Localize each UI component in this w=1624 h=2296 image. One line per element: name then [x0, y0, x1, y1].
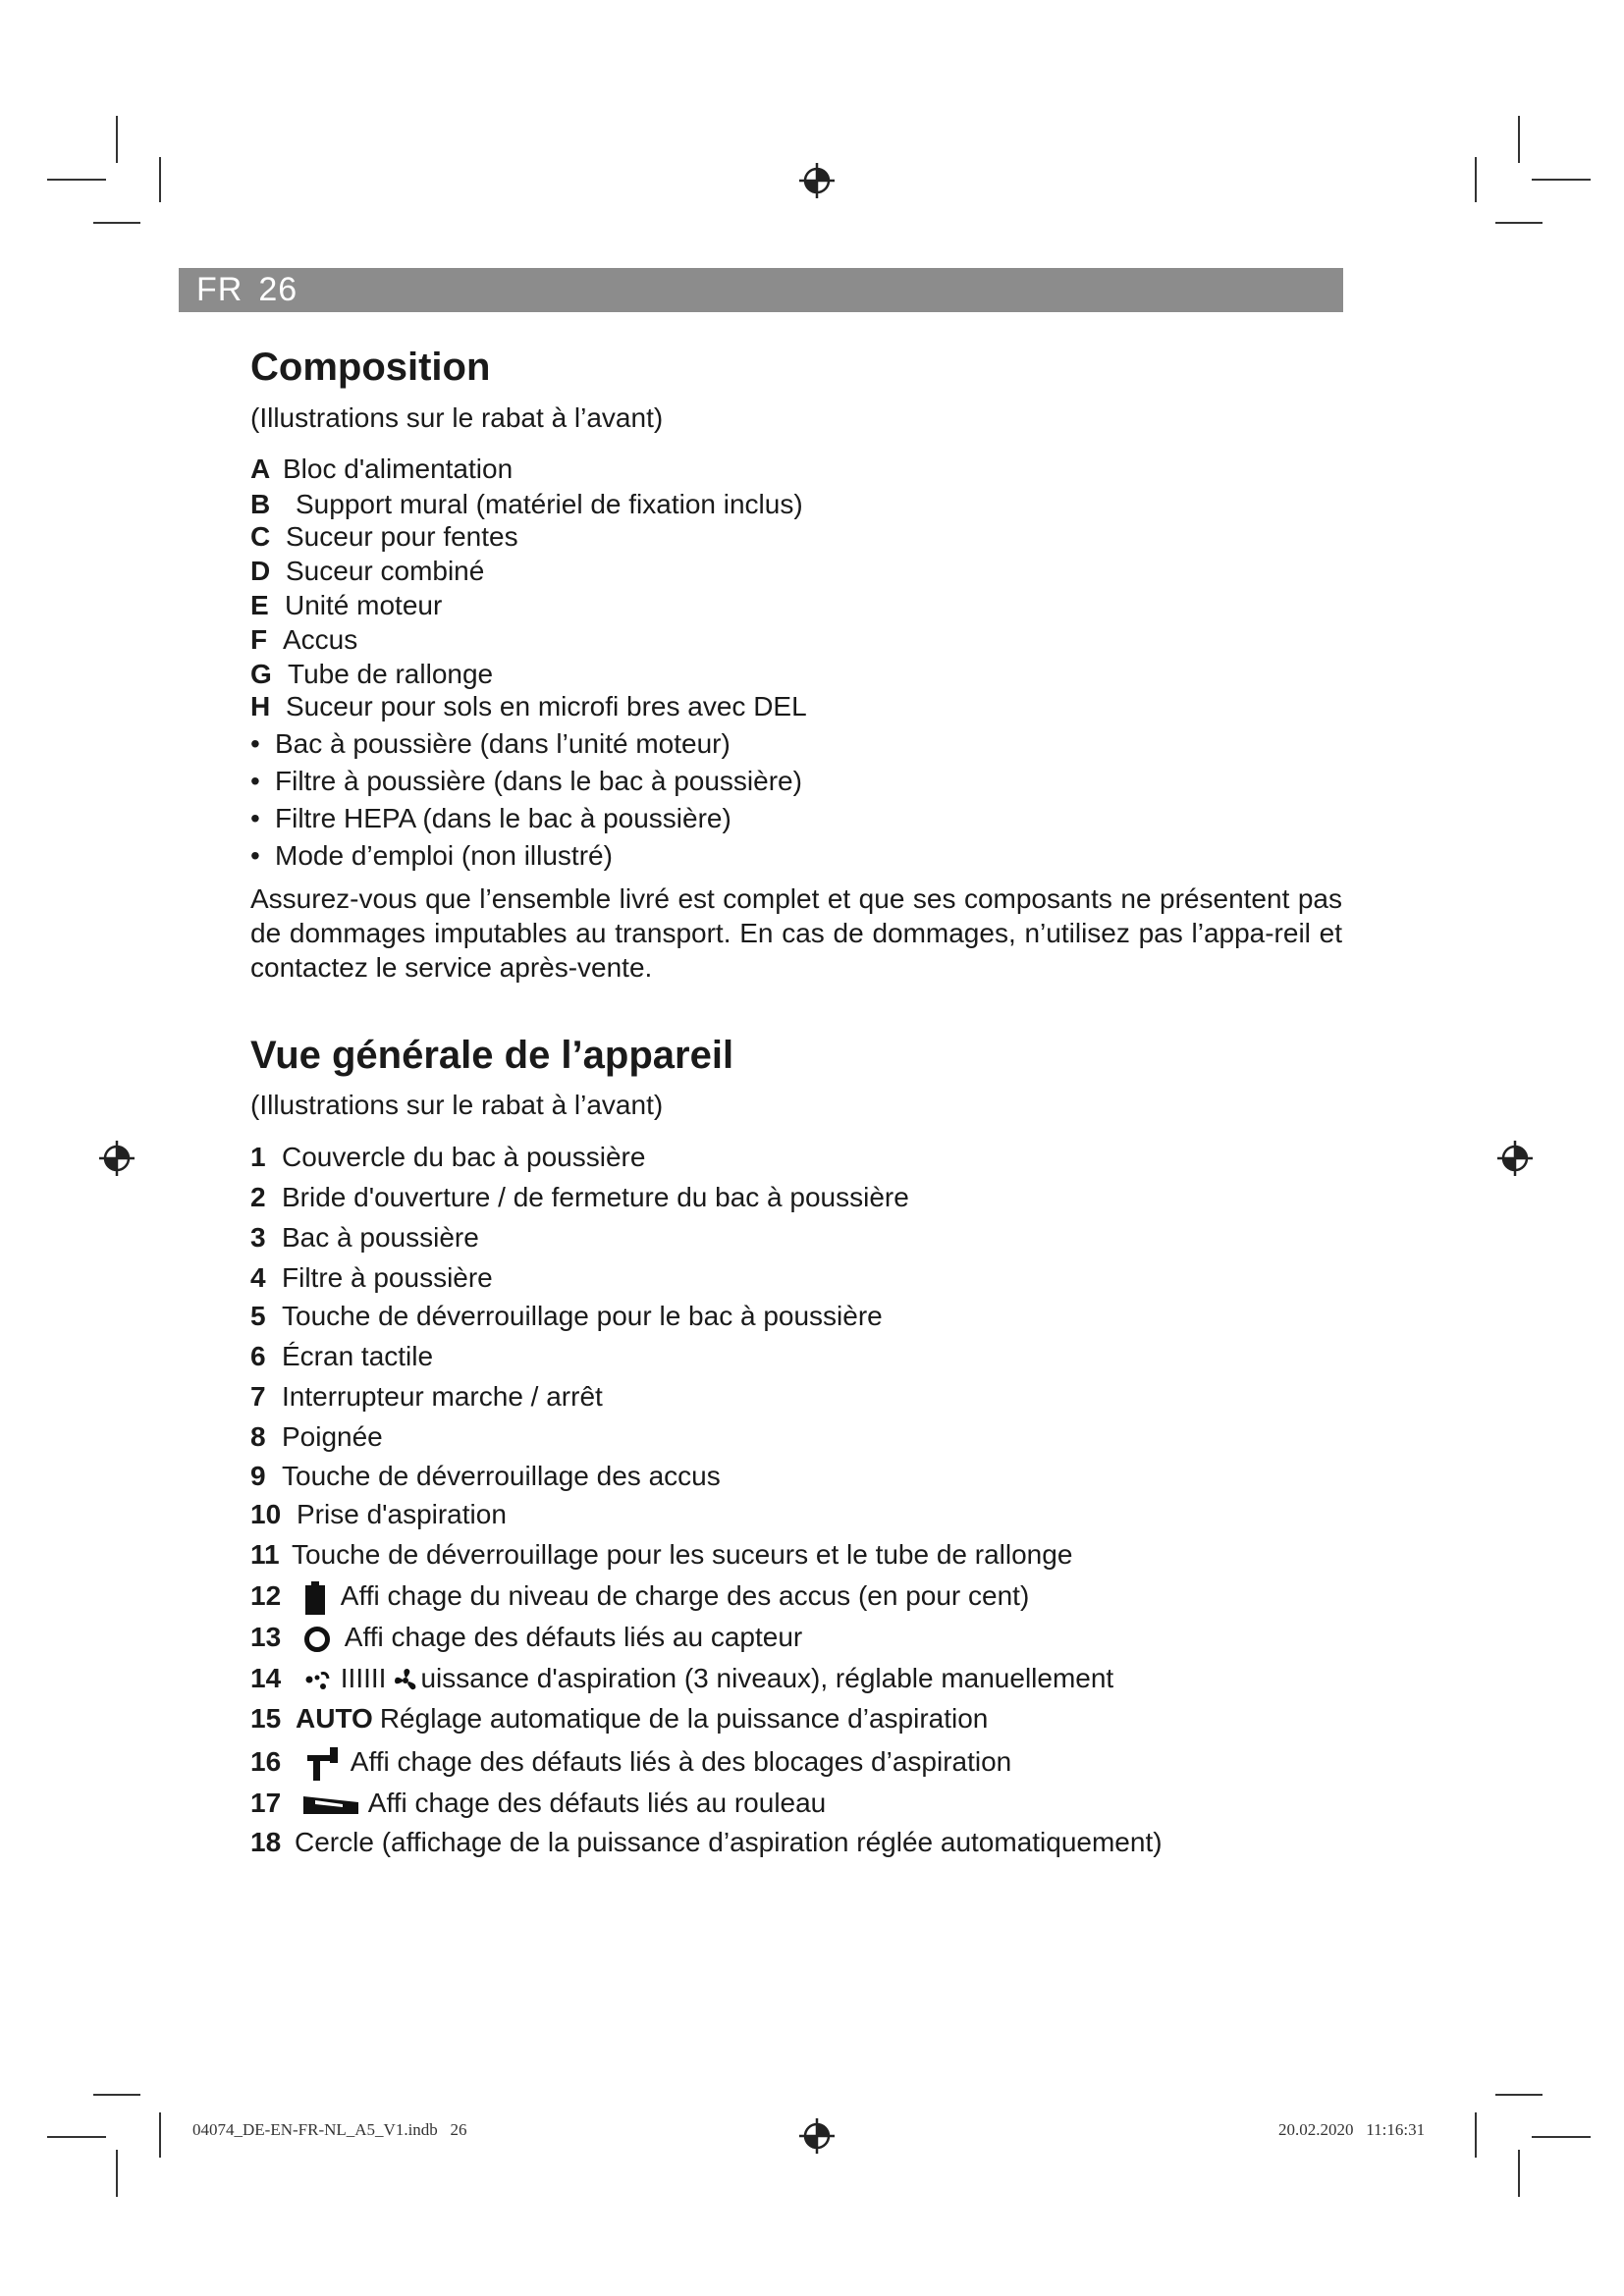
auto-label: AUTO — [296, 1703, 373, 1734]
composition-heading: Composition — [250, 346, 491, 389]
composition-subtitle: (Illustrations sur le rabat à l’avant) — [250, 402, 664, 433]
bullet-icon: • — [250, 728, 260, 759]
crop-mark — [116, 116, 118, 163]
item-key: D — [250, 556, 271, 586]
item-number: 16 — [250, 1746, 282, 1777]
item-text: Unité moteur — [285, 590, 443, 620]
list-item — [250, 1381, 603, 1413]
fan-large-icon — [392, 1667, 419, 1694]
crop-mark — [116, 2150, 118, 2197]
list-item — [250, 1539, 1072, 1571]
list-item — [250, 1421, 383, 1453]
item-text: Filtre HEPA (dans le bac à poussière) — [275, 803, 731, 833]
list-item — [250, 489, 803, 520]
list-item — [250, 521, 518, 553]
item-text: Couvercle du bac à poussière — [282, 1142, 646, 1172]
item-key: A — [250, 454, 271, 484]
list-item — [250, 1182, 909, 1213]
crop-mark — [1532, 2136, 1591, 2138]
item-text: Filtre à poussière — [282, 1262, 493, 1293]
item-key: G — [250, 659, 272, 689]
page-number: 26 — [258, 271, 298, 308]
list-item — [250, 1580, 1029, 1615]
item-text: Bloc d'alimentation — [283, 454, 514, 484]
item-number: 5 — [250, 1301, 266, 1331]
list-item — [250, 1142, 645, 1173]
item-text: Affi chage des défauts liés à des blocages d’aspiration — [350, 1746, 1012, 1777]
bullet-icon: • — [250, 766, 260, 796]
item-key: B — [250, 489, 271, 519]
item-text: Touche de déverrouillage pour les suceurs et le tube de rallonge — [292, 1539, 1073, 1570]
tube-blockage-icon — [303, 1747, 343, 1781]
registration-mark-icon — [1495, 1139, 1535, 1178]
registration-mark-icon — [797, 2116, 837, 2156]
item-key: E — [250, 590, 269, 620]
item-text: Support mural (matériel de fixation inclus) — [296, 489, 803, 519]
item-text: Suceur pour fentes — [286, 521, 518, 552]
item-text: Touche de déverrouillage des accus — [282, 1461, 721, 1491]
item-text: Bac à poussière (dans l’unité moteur) — [275, 728, 731, 759]
list-item — [250, 1262, 493, 1294]
item-number: 4 — [250, 1262, 266, 1293]
list-item — [250, 1341, 433, 1372]
item-number: 9 — [250, 1461, 266, 1491]
item-key: F — [250, 624, 268, 655]
item-number: 18 — [250, 1827, 282, 1857]
crop-mark — [1475, 2112, 1477, 2158]
item-text: uissance d'aspiration (3 niveaux), réglable manuellement — [420, 1663, 1114, 1693]
item-number: 2 — [250, 1182, 266, 1212]
item-text: Suceur combiné — [286, 556, 485, 586]
registration-mark-icon — [97, 1139, 136, 1178]
list-item — [250, 1222, 479, 1254]
item-text: Prise d'aspiration — [297, 1499, 507, 1529]
item-number: 11 — [250, 1539, 280, 1570]
crop-mark — [159, 2112, 161, 2158]
item-text: Écran tactile — [282, 1341, 434, 1371]
speed-bars: IIIIII — [340, 1663, 387, 1693]
fan-small-icon — [303, 1670, 331, 1691]
delivery-check-paragraph: Assurez-vous que l’ensemble livré est complet et que ses composants ne présentent pas de dommages imputables au transport. En cas de dommages, n’utilisez pas l’appa-reil et contactez le service après-vente. — [250, 883, 1342, 983]
item-number: 10 — [250, 1499, 282, 1529]
list-item — [250, 1499, 507, 1530]
list-item — [250, 454, 513, 485]
roller-icon — [303, 1794, 358, 1816]
item-text: Cercle (affichage de la puissance d’aspiration réglée automatiquement) — [295, 1827, 1163, 1857]
bullet-icon: • — [250, 803, 260, 833]
overview-heading: Vue générale de l’appareil — [250, 1034, 734, 1077]
list-item — [250, 691, 807, 722]
list-item — [250, 1622, 802, 1653]
item-text: Interrupteur marche / arrêt — [282, 1381, 603, 1412]
list-item — [250, 728, 731, 760]
ring-icon — [303, 1626, 331, 1653]
item-number: 14 — [250, 1663, 282, 1693]
item-text: Affi chage du niveau de charge des accus (en pour cent) — [340, 1580, 1030, 1611]
list-item — [250, 1461, 721, 1492]
item-number: 7 — [250, 1381, 266, 1412]
item-number: 17 — [250, 1788, 282, 1818]
crop-mark — [93, 222, 140, 224]
item-text: Tube de rallonge — [288, 659, 494, 689]
list-item — [250, 766, 802, 797]
crop-mark — [1495, 222, 1543, 224]
list-item — [250, 1788, 826, 1819]
crop-mark — [1495, 2094, 1543, 2096]
item-text: Poignée — [282, 1421, 383, 1452]
crop-mark — [1518, 2150, 1520, 2197]
item-number: 13 — [250, 1622, 282, 1652]
item-number: 1 — [250, 1142, 266, 1172]
crop-mark — [159, 157, 161, 202]
crop-mark — [93, 2094, 140, 2096]
page-header-bar — [179, 268, 1343, 312]
item-number: 3 — [250, 1222, 266, 1253]
list-item — [250, 590, 442, 621]
item-number: 15 — [250, 1703, 282, 1734]
item-text: Filtre à poussière (dans le bac à poussière) — [275, 766, 802, 796]
item-number: 8 — [250, 1421, 266, 1452]
list-item — [250, 1827, 1163, 1858]
item-number: 6 — [250, 1341, 266, 1371]
list-item — [250, 1663, 1113, 1694]
item-text: Affi chage des défauts liés au rouleau — [367, 1788, 827, 1818]
footer-timestamp: 20.02.2020 11:16:31 — [1278, 2120, 1426, 2139]
item-text: Touche de déverrouillage pour le bac à poussière — [282, 1301, 883, 1331]
list-item — [250, 840, 613, 872]
footer-file-info: 04074_DE-EN-FR-NL_A5_V1.indb 26 — [192, 2120, 467, 2139]
item-text: Affi chage des défauts liés au capteur — [344, 1622, 803, 1652]
crop-mark — [1518, 116, 1520, 163]
crop-mark — [1532, 179, 1591, 181]
list-item — [250, 1746, 1011, 1781]
item-text: Bride d'ouverture / de fermeture du bac à poussière — [282, 1182, 909, 1212]
item-key: H — [250, 691, 271, 721]
bullet-icon: • — [250, 840, 260, 871]
list-item — [250, 659, 493, 690]
list-item — [250, 556, 484, 587]
battery-icon — [303, 1581, 327, 1615]
list-item — [250, 1703, 988, 1735]
item-key: C — [250, 521, 271, 552]
overview-subtitle: (Illustrations sur le rabat à l’avant) — [250, 1090, 664, 1120]
item-text: Mode d’emploi (non illustré) — [275, 840, 613, 871]
crop-mark — [1475, 157, 1477, 202]
language-code: FR — [196, 271, 244, 308]
list-item — [250, 624, 357, 656]
registration-mark-icon — [797, 161, 837, 200]
item-text: Accus — [283, 624, 358, 655]
crop-mark — [47, 2136, 106, 2138]
item-text: Suceur pour sols en microfi bres avec DEL — [286, 691, 807, 721]
crop-mark — [47, 179, 106, 181]
list-item — [250, 1301, 883, 1332]
item-text: Bac à poussière — [282, 1222, 479, 1253]
item-text: Réglage automatique de la puissance d’aspiration — [379, 1703, 989, 1734]
item-number: 12 — [250, 1580, 282, 1611]
list-item — [250, 803, 731, 834]
